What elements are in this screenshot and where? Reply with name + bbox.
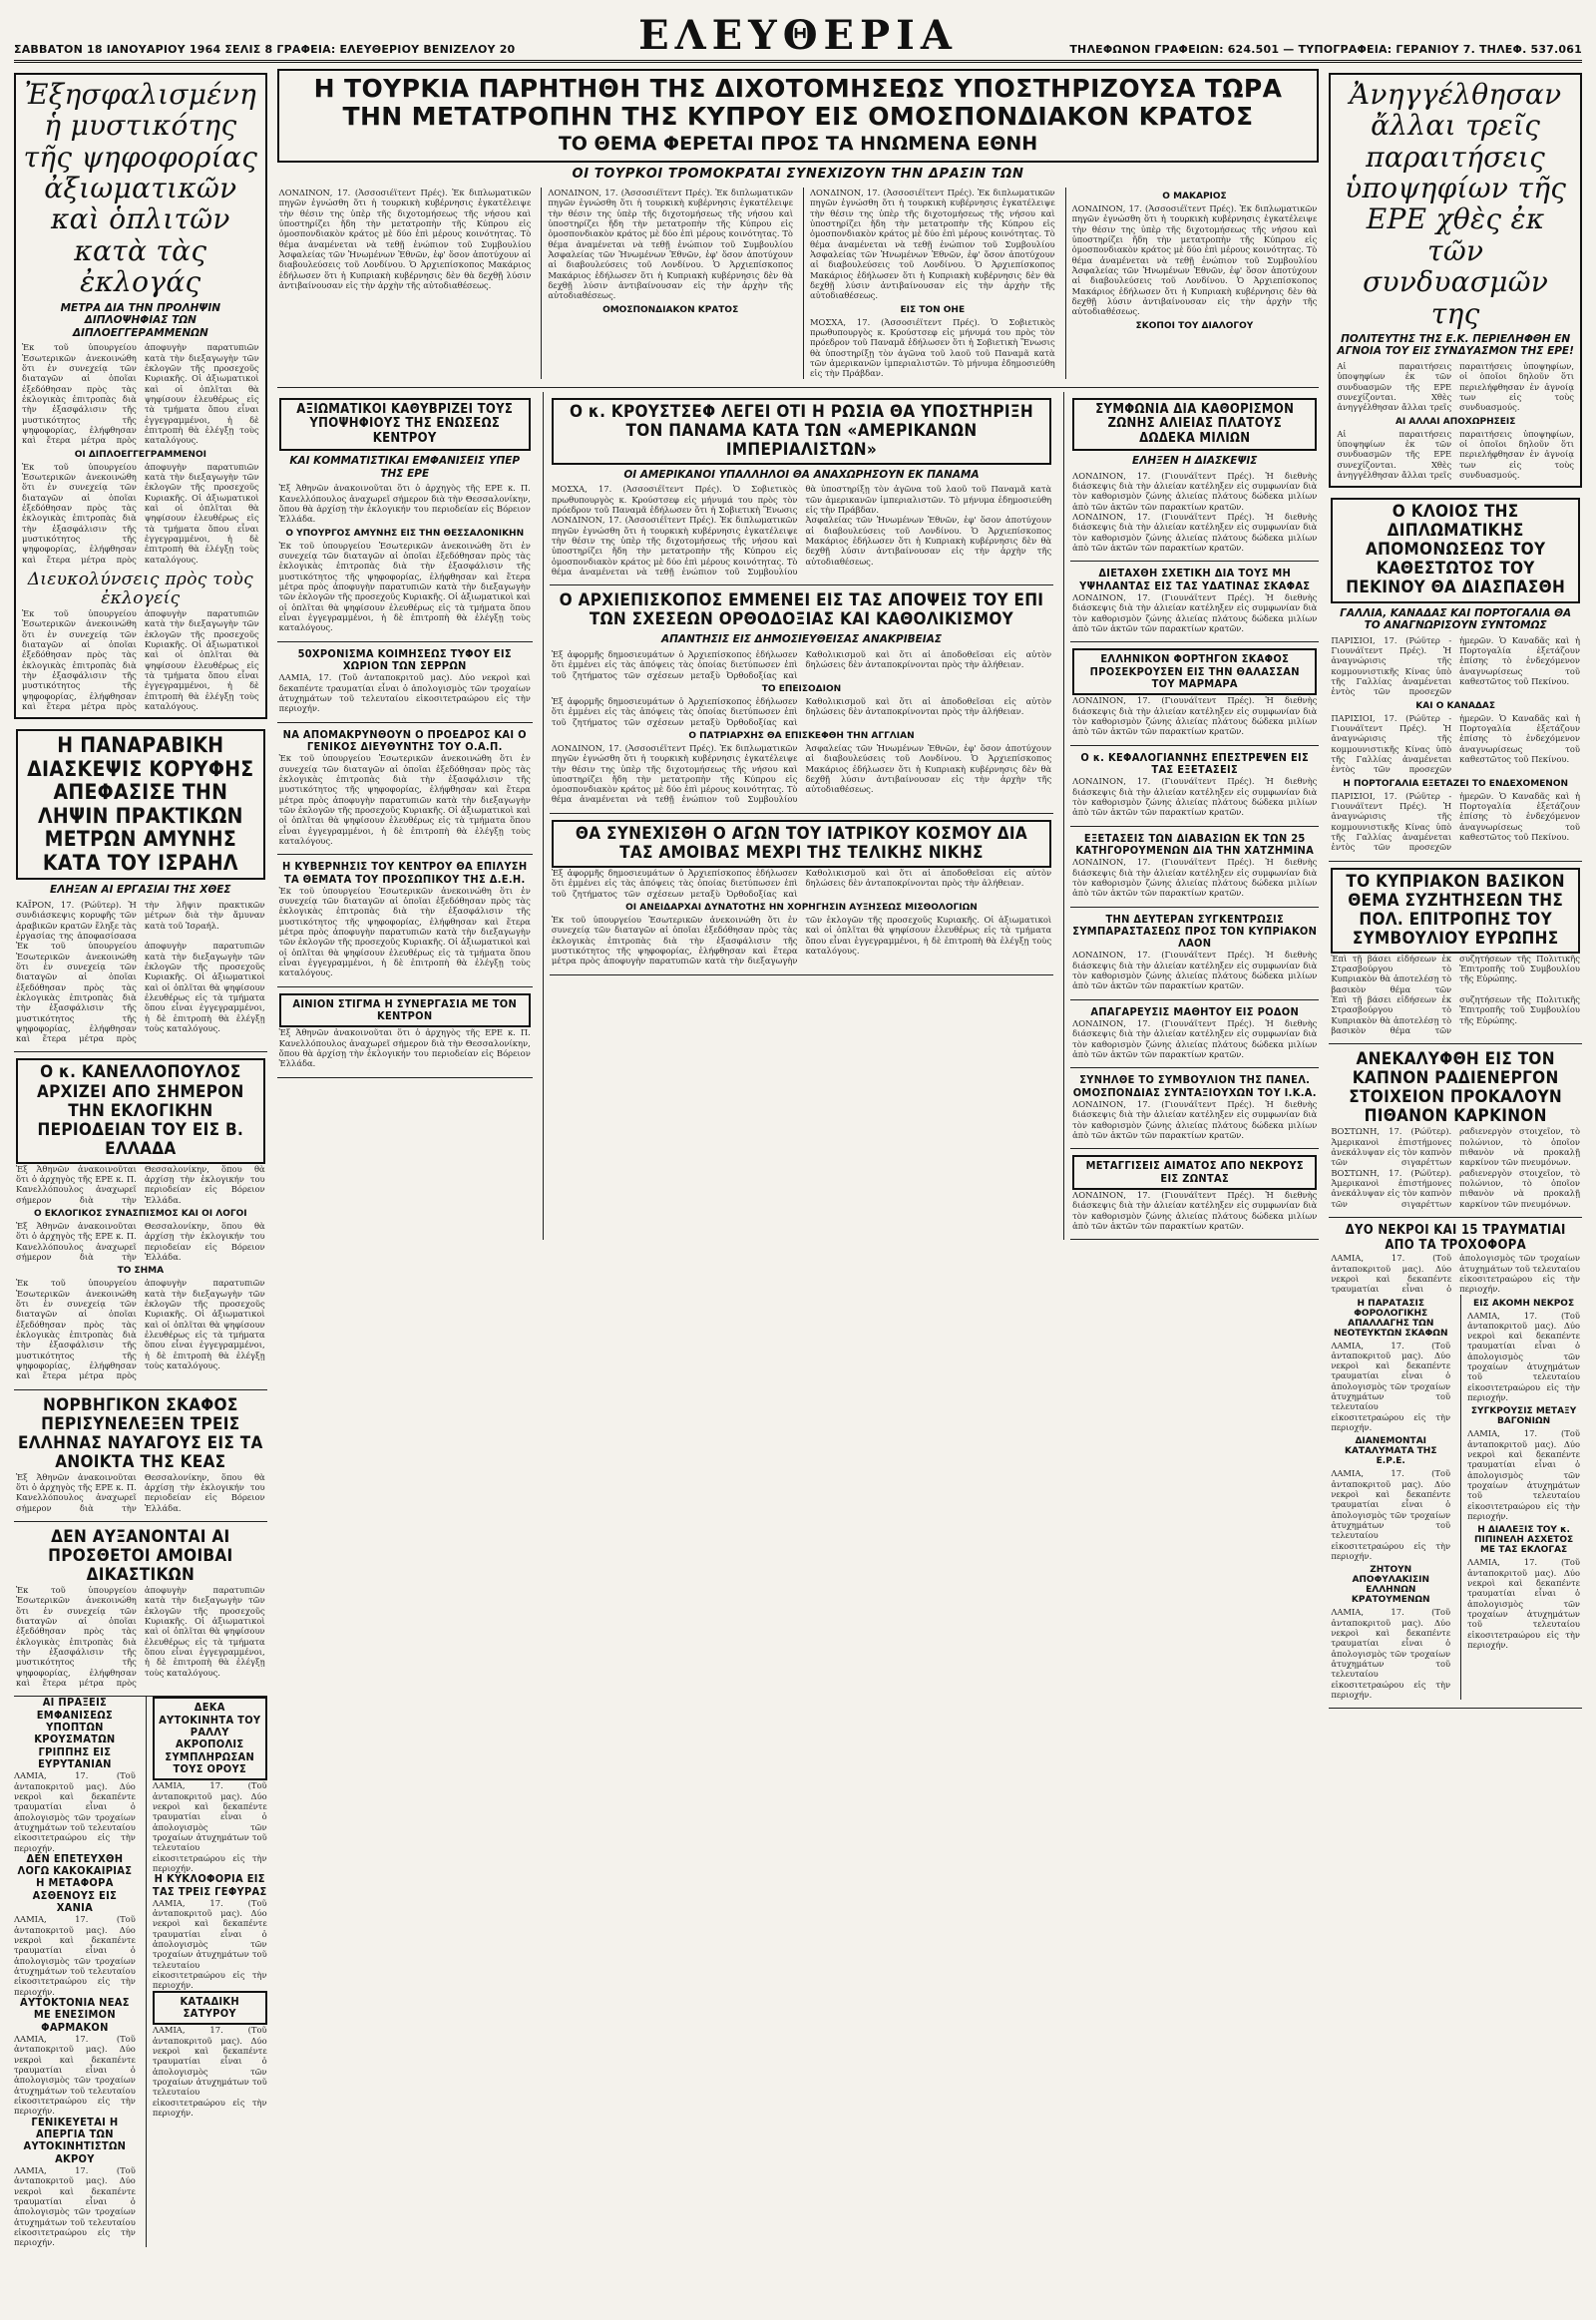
article-body: Ἐκ τοῦ ὑπουργείου Ἐσωτερικῶν ἀνεκοινώθη ὅτι ἐν συνεχείᾳ τῶν διαταγῶν αἱ ὁποῖαι ἐξεδόθησαν πρὸς τὰς ἐκλογικὰς ἐπιτροπὰς διὰ τὴν ἐξασφάλισιν τῆς μυστικότητος τῆς ψηφοφορίας, ἐλήφθησαν καὶ ἕτερα μέτρα πρὸς ἀποφυγὴν παρατυπιῶν κατὰ τὴν διεξαγωγὴν τῶν ἐκλογῶν τῆς προσεχοῦς Κυριακῆς. Οἱ ἀξιωματικοὶ καὶ οἱ ὁπλῖται θὰ ψηφίσουν ἐλευθέρως εἰς τὰ τμήματα ὅπου εἶναι ἐγγεγραμμένοι, ἡ δὲ ἐπιτροπὴ θὰ ἐλέγξῃ τοὺς καταλόγους. <box>16 1278 265 1381</box>
section-head: ΖΗΤΟΥΝ ΑΠΟΦΥΛΑΚΙΣΙΝ ΕΛΛΗΝΩΝ ΚΡΑΤΟΥΜΕΝΩΝ <box>1351 1565 1430 1606</box>
article-body: Ἐκ τοῦ ὑπουργείου Ἐσωτερικῶν ἀνεκοινώθη ὅτι ἐν συνεχείᾳ τῶν διαταγῶν αἱ ὁποῖαι ἐξεδόθησαν πρὸς τὰς ἐκλογικὰς ἐπιτροπὰς διὰ τὴν ἐξασφάλισιν τῆς μυστικότητος τῆς ψηφοφορίας, ἐλήφθησαν καὶ ἕτερα μέτρα πρὸς ἀποφυγὴν παρατυπιῶν κατὰ τὴν διεξαγωγὴν τῶν ἐκλογῶν τῆς προσεχοῦς Κυριακῆς. Οἱ ἀξιωματικοὶ καὶ οἱ ὁπλῖται θὰ ψηφίσουν ἐλευθέρως εἰς τὰ τμήματα ὅπου εἶναι ἐγγεγραμμένοι, ἡ δὲ ἐπιτροπὴ θὰ ἐλέγξῃ τοὺς καταλόγους. <box>22 342 259 446</box>
subheadline: ΕΛΗΞΑΝ ΑΙ ΕΡΓΑΣΙΑΙ ΤΗΣ ΧΘΕΣ <box>50 884 231 897</box>
article-voting-secrecy <box>14 73 267 719</box>
section-head: ΕΙΣ ΤΟΝ ΟΗΕ <box>900 304 966 315</box>
section-head: ΟΙ ΑΝΕΙΔΑΡΧΑΙ ΔΥΝΑΤΟΤΗΣ ΗΝ ΧΟΡΗΓΗΣΙΝ ΑΥΞΗΣΕΩΣ ΜΙΣΘΟΛΟΓΙΩΝ <box>625 902 978 913</box>
masthead-date: ΣΑΒΒΑΤΟΝ 18 ΙΑΝΟΥΑΡΙΟΥ 1964 ΣΕΛΙΣ 8 ΓΡΑΦΕΙΑ: ΕΛΕΥΘΕΡΙΟΥ ΒΕΝΙΖΕΛΟΥ 20 <box>14 43 516 56</box>
section-head: Ο ΠΑΤΡΙΑΡΧΗΣ ΘΑ ΕΠΙΣΚΕΦΘΗ ΤΗΝ ΑΓΓΛΙΑΝ <box>688 730 915 741</box>
subheadline: ΟΙ ΑΜΕΡΙΚΑΝΟΙ ΥΠΑΛΛΗΛΟΙ ΘΑ ΑΝΑΧΩΡΗΣΟΥΝ ΕΚ ΠΑΝΑΜΑ <box>623 468 980 481</box>
brief-body: ΛΑΜΙΑ, 17. (Τοῦ ἀνταποκριτοῦ μας). Δύο νεκροὶ καὶ δεκαπέντε τραυματίαι εἶναι ὁ ἀπολογισμὸς τῶν τροχαίων ἀτυχημάτων τοῦ τελευταίου εἰκοσιτετραώρου εἰς τὴν περιοχήν. <box>14 1770 136 1853</box>
article-body: Ἐξ Ἀθηνῶν ἀνακοινοῦται ὅτι ὁ ἀρχηγὸς τῆς ΕΡΕ κ. Π. Κανελλόπουλος ἀναχωρεῖ σήμερον διὰ τὴν Θεσσαλονίκην, ὅπου θὰ ἀρχίσῃ τὴν ἐκλογικήν του περιοδείαν εἰς Βόρειον Ἑλλάδα. <box>16 1471 265 1513</box>
article-body: ΛΟΝΔΙΝΟΝ, 17. (Γιουνάϊτεντ Πρές). Ἡ διεθνὴς διάσκεψις διὰ τὴν ἁλιείαν κατέληξεν εἰς συμφωνίαν διὰ τὸν καθορισμὸν ζώνης ἁλιείας πλάτους δώδεκα μιλίων ἀπὸ τῶν ἀκτῶν τῶν παρακτίων κρατῶν. <box>1072 695 1318 737</box>
article-doctors <box>550 814 1053 975</box>
article-body: ΛΟΝΔΙΝΟΝ, 17. (Ἀσσοσιέϊτεντ Πρές). Ἐκ διπλωματικῶν πηγῶν ἐγνώσθη ὅτι ἡ τουρκικὴ κυβέρνησις ἐγκατέλειψε τὴν θέσιν της ὑπὲρ τῆς διχοτομήσεως τῆς νήσου καὶ ὑποστηρίζει ἤδη τὴν μετατροπὴν τῆς Κύπρου εἰς ὁμοσπονδιακὸν κράτος μὲ δύο ἐπὶ μέρους κοινότητας. Τὸ θέμα ἀναμένεται νὰ τεθῇ ἐνώπιον τοῦ Συμβουλίου Ἀσφαλείας τῶν Ἡνωμένων Ἐθνῶν, ἐφ' ὅσον ἀποτύχουν αἱ διαβουλεύσεις τοῦ Λονδίνου. Ὁ Ἀρχιεπίσκοπος Μακάριος ἐδήλωσεν ὅτι ἡ Κυπριακὴ κυβέρνησις δὲν θὰ δεχθῇ λύσιν ἀντιβαίνουσαν εἰς τὴν ἀρχὴν τῆς αὐτοδιαθέσεως. <box>551 742 1052 805</box>
headline: ΔΥΟ ΝΕΚΡΟΙ ΚΑΙ 15 ΤΡΑΥΜΑΤΙΑΙ ΑΠΟ ΤΑ ΤΡΟΧΟΦΟΡΑ <box>1345 1223 1566 1253</box>
masthead-phones: ΤΗΛΕΦΩΝΟΝ ΓΡΑΦΕΙΩΝ: 624.501 — ΤΥΠΟΓΡΑΦΕΙΑ: ΓΕΡΑΝΙΟΥ 7. ΤΗΛΕΦ. 537.061 <box>1069 43 1582 56</box>
center-col-a <box>277 392 533 1241</box>
article-water <box>1070 562 1319 642</box>
article-judges-pay <box>14 1522 267 1697</box>
article-body: ΛΟΝΔΙΝΟΝ, 17. (Ἀσσοσιέϊτεντ Πρές). Ἐκ διπλωματικῶν πηγῶν ἐγνώσθη ὅτι ἡ τουρκικὴ κυβέρνησις ἐγκατέλειψε τὴν θέσιν της ὑπὲρ τῆς διχοτομήσεως τῆς νήσου καὶ ὑποστηρίζει ἤδη τὴν μετατροπὴν τῆς Κύπρου εἰς ὁμοσπονδιακὸν κράτος μὲ δύο ἐπὶ μέρους κοινότητας. Τὸ θέμα ἀναμένεται νὰ τεθῇ ἐνώπιον τοῦ Συμβουλίου Ἀσφαλείας τῶν Ἡνωμένων Ἐθνῶν, ἐφ' ὅσον ἀποτύχουν αἱ διαβουλεύσεις τοῦ Λονδίνου. Ὁ Ἀρχιεπίσκοπος Μακάριος ἐδήλωσεν ὅτι ἡ Κυπριακὴ κυβέρνησις δὲν θὰ δεχθῇ λύσιν ἀντιβαίνουσαν εἰς τὴν ἀρχὴν τῆς αὐτοδιαθέσεως. <box>809 188 1055 301</box>
brief-body: ΛΑΜΙΑ, 17. (Τοῦ ἀνταποκριτοῦ μας). Δύο νεκροὶ καὶ δεκαπέντε τραυματίαι εἶναι ὁ ἀπολογισμὸς τῶν τροχαίων ἀτυχημάτων τοῦ τελευταίου εἰκοσιτετραώρου εἰς τὴν περιοχήν. <box>152 1780 267 1873</box>
article-body: Ἐξ ἀφορμῆς δημοσιευμάτων ὁ Ἀρχιεπίσκοπος ἐδήλωσεν ὅτι ἐμμένει εἰς τὰς ἀπόψεις τὰς ὁποίας διετύπωσεν ἐπὶ τοῦ ζητήματος τῶν σχέσεων μεταξὺ Ὀρθοδοξίας καὶ Καθολικισμοῦ καὶ ὅτι αἱ ἀποδοθεῖσαι εἰς αὐτὸν δηλώσεις δὲν ἀνταποκρίνονται πρὸς τὴν ἀλήθειαν. <box>551 695 1052 727</box>
article-body: ΛΑΜΙΑ, 17. (Τοῦ ἀνταποκριτοῦ μας). Δύο νεκροὶ καὶ δεκαπέντε τραυματίαι εἶναι ὁ ἀπολογισμὸς τῶν τροχαίων ἀτυχημάτων τοῦ τελευταίου εἰκοσιτετραώρου εἰς τὴν περιοχήν. <box>1331 1607 1451 1701</box>
section-head: Η ΠΑΡΑΤΑΣΙΣ ΦΟΡΟΛΟΓΙΚΗΣ ΑΠΑΛΛΑΓΗΣ ΤΩΝ ΝΕΟΤΕΥΚΤΩΝ ΣΚΑΦΩΝ <box>1333 1298 1448 1339</box>
article-norwegian-ship <box>14 1390 267 1522</box>
section-head: ΕΙΣ ΑΚΟΜΗ ΝΕΚΡΟΣ <box>1473 1298 1575 1309</box>
left-column <box>14 69 267 2247</box>
article-body: ΛΟΝΔΙΝΟΝ, 17. (Γιουνάϊτεντ Πρές). Ἡ διεθνὴς διάσκεψις διὰ τὴν ἁλιείαν κατέληξεν εἰς συμφωνίαν διὰ τὸν καθορισμὸν ζώνης ἁλιείας πλάτους δώδεκα μιλίων ἀπὸ τῶν ἀκτῶν τῶν παρακτίων κρατῶν. <box>1072 1099 1318 1140</box>
section-head: Ο ΜΑΚΑΡΙΟΣ <box>1162 192 1227 201</box>
headline: Ο κ. ΚΡΟΥΣΤΣΕΦ ΛΕΓΕΙ ΟΤΙ Η ΡΩΣΙΑ ΘΑ ΥΠΟΣΤΗΡΙΞΗ ΤΟΝ ΠΑΝΑΜΑ ΚΑΤΑ ΤΩΝ «ΑΜΕΡΙΚΑΝΩΝ ΙΜΠΕΡΙΑΛΙΣΤΩΝ» <box>552 398 1051 465</box>
article-body: ΛΟΝΔΙΝΟΝ, 17. (Γιουνάϊτεντ Πρές). Ἡ διεθνὴς διάσκεψις διὰ τὴν ἁλιείαν κατέληξεν εἰς συμφωνίαν διὰ τὸν καθορισμὸν ζώνης ἁλιείας πλάτους δώδεκα μιλίων ἀπὸ τῶν ἀκτῶν τῶν παρακτίων κρατῶν. <box>1072 470 1318 512</box>
article-body: ΒΟΣΤΩΝΗ, 17. (Ρώϋτερ). Ἀμερικανοὶ ἐπιστήμονες ἀνεκάλυψαν εἰς τὸν καπνὸν τῶν σιγαρέττων ραδιενεργὸν στοιχεῖον, τὸ πολώνιον, τὸ ὁποῖον πιθανὸν νὰ προκαλῇ καρκίνον τῶν πνευμόνων. <box>1331 1126 1580 1168</box>
section-head: ΑΙ ΑΛΛΑΙ ΑΠΟΧΩΡΗΣΕΙΣ <box>1395 416 1516 427</box>
article-body: Ἐξ Ἀθηνῶν ἀνακοινοῦται ὅτι ὁ ἀρχηγὸς τῆς ΕΡΕ κ. Π. Κανελλόπουλος ἀναχωρεῖ σήμερον διὰ τὴν Θεσσαλονίκην, ὅπου θὰ ἀρχίσῃ τὴν ἐκλογικήν του περιοδείαν εἰς Βόρειον Ἑλλάδα. <box>278 1027 531 1069</box>
subheadline: ΚΑΙ ΚΟΜΜΑΤΙΣΤΙΚΑΙ ΕΜΦΑΝΙΣΕΙΣ ΥΠΕΡ ΤΗΣ ΕΡΕ <box>289 455 521 480</box>
article-body: ΛΟΝΔΙΝΟΝ, 17. (Ἀσσοσιέϊτεντ Πρές). Ἐκ διπλωματικῶν πηγῶν ἐγνώσθη ὅτι ἡ τουρκικὴ κυβέρνησις ἐγκατέλειψε τὴν θέσιν της ὑπὲρ τῆς διχοτομήσεως τῆς νήσου καὶ ὑποστηρίζει ἤδη τὴν μετατροπὴν τῆς Κύπρου εἰς ὁμοσπονδιακὸν κράτος μὲ δύο ἐπὶ μέρους κοινότητας. Τὸ θέμα ἀναμένεται νὰ τεθῇ ἐνώπιον τοῦ Συμβουλίου Ἀσφαλείας τῶν Ἡνωμένων Ἐθνῶν, ἐφ' ὅσον ἀποτύχουν αἱ διαβουλεύσεις τοῦ Λονδίνου. Ὁ Ἀρχιεπίσκοπος Μακάριος ἐδήλωσεν ὅτι ἡ Κυπριακὴ κυβέρνησις δὲν θὰ δεχθῇ λύσιν ἀντιβαίνουσαν εἰς τὴν ἀρχὴν τῆς αὐτοδιαθέσεως. <box>1071 203 1318 317</box>
newspaper-title: ΕΛΕΥΘΕΡΙΑ <box>638 12 958 59</box>
section-head: ΤΟ ΕΠΕΙΣΟΔΙΟΝ <box>761 683 842 694</box>
brief-headline: ΔΕΝ ΕΠΕΤΕΥΧΘΗ ΛΟΓΩ ΚΑΚΟΚΑΙΡΙΑΣ Η ΜΕΤΑΦΟΡΑ ΑΣΘΕΝΟΥΣ ΕΙΣ ΧΑΝΙΑ <box>17 1851 133 1915</box>
article-body: Αἱ παραιτήσεις ὑποψηφίων ἐκ τῶν συνδυασμῶν τῆς ΕΡΕ συνεχίζονται. Χθὲς ἀνηγγέλθησαν ἄλλαι τρεῖς παραιτήσεις ὑποψηφίων, οἱ ὁποῖοι δηλοῦν ὅτι περιελήφθησαν ἐν ἀγνοίᾳ των εἰς τοὺς συνδυασμούς. <box>1337 361 1574 413</box>
article-body: ΜΟΣΧΑ, 17. (Ἀσσοσιέϊτεντ Πρές). Ὁ Σοβιετικὸς πρωθυπουργὸς κ. Κρούστσεφ εἰς μήνυμά του πρὸς τὸν πρόεδρον τοῦ Παναμᾶ ἐδήλωσεν ὅτι ἡ Σοβιετικὴ Ἕνωσις θὰ ὑποστηρίξῃ τὸν ἀγῶνα τοῦ λαοῦ τοῦ Παναμᾶ κατὰ τῶν ἀμερικανῶν ἰμπεριαλιστῶν. Τὸ μήνυμα ἐδημοσιεύθη εἰς τὴν Πράβδαν. <box>551 484 1052 515</box>
section-head: ΟΜΟΣΠΟΝΔΙΑΚΟΝ ΚΡΑΤΟΣ <box>602 304 739 315</box>
article-body: ΚΑΪΡΟΝ, 17. (Ρώϋτερ). Ἡ συνδιάσκεψις κορυφῆς τῶν ἀραβικῶν κρατῶν ἔληξε τὰς ἐργασίας της ἀποφασίσασα τὴν λῆψιν πρακτικῶν μέτρων διὰ τὴν ἄμυναν κατὰ τοῦ Ἰσραήλ. <box>16 899 265 941</box>
article-turkey-cyprus <box>277 186 1320 388</box>
headline: Διευκολύνσεις πρὸς τοὺς ἐκλογείς <box>27 569 253 608</box>
brief-body: ΛΑΜΙΑ, 17. (Τοῦ ἀνταποκριτοῦ μας). Δύο νεκροὶ καὶ δεκαπέντε τραυματίαι εἶναι ὁ ἀπολογισμὸς τῶν τροχαίων ἀτυχημάτων τοῦ τελευταίου εἰκοσιτετραώρου εἰς τὴν περιοχήν. <box>14 2164 136 2248</box>
headline: 50ΧΡΟΝΙΣΜΑ ΚΟΙΜΗΣΕΩΣ ΤΥΦΟΥ ΕΙΣ ΧΩΡΙΟΝ ΤΩΝ ΣΕΡΡΩΝ <box>297 646 512 672</box>
article-blood <box>1070 1149 1319 1240</box>
headline: ΝΑ ΑΠΟΜΑΚΡΥΝΘΟΥΝ Ο ΠΡΟΕΔΡΟΣ ΚΑΙ Ο ΓΕΝΙΚΟΣ ΔΙΕΥΘΥΝΤΗΣ ΤΟΥ Ο.Α.Π. <box>282 727 527 753</box>
article-body: ΛΑΜΙΑ, 17. (Τοῦ ἀνταποκριτοῦ μας). Δύο νεκροὶ καὶ δεκαπέντε τραυματίαι εἶναι ὁ ἀπολογισμὸς τῶν τροχαίων ἀτυχημάτων τοῦ τελευταίου εἰκοσιτετραώρου εἰς τὴν περιοχήν. <box>1467 1557 1580 1651</box>
article-body: ΒΟΣΤΩΝΗ, 17. (Ρώϋτερ). Ἀμερικανοὶ ἐπιστήμονες ἀνεκάλυψαν εἰς τὸν καπνὸν τῶν σιγαρέττων ραδιενεργὸν στοιχεῖον, τὸ πολώνιον, τὸ ὁποῖον πιθανὸν νὰ προκαλῇ καρκίνον τῶν πνευμόνων. <box>1331 1167 1580 1209</box>
article-fishing-zone <box>1070 392 1319 563</box>
article-body: ΛΑΜΙΑ, 17. (Τοῦ ἀνταποκριτοῦ μας). Δύο νεκροὶ καὶ δεκαπέντε τραυματίαι εἶναι ὁ ἀπολογισμὸς τῶν τροχαίων ἀτυχημάτων τοῦ τελευταίου εἰκοσιτετραώρου εἰς τὴν περιοχήν. <box>1331 1468 1451 1562</box>
newspaper-page <box>14 12 1582 2296</box>
article-col <box>541 188 793 379</box>
headline: ΤΟ ΚΥΠΡΙΑΚΟΝ ΒΑΣΙΚΟΝ ΘΕΜΑ ΣΥΖΗΤΗΣΕΩΝ ΤΗΣ ΠΟΛ. ΕΠΙΤΡΟΠΗΣ ΤΟΥ ΣΥΜΒΟΥΛΙΟΥ ΕΥΡΩΠΗΣ <box>1331 868 1580 954</box>
main-subheadline: ΤΟ ΘΕΜΑ ΦΕΡΕΤΑΙ ΠΡΟΣ ΤΑ ΗΝΩΜΕΝΑ ΕΘΝΗ <box>277 131 1320 163</box>
article-exams <box>1070 827 1319 908</box>
article-traffic <box>1329 1218 1582 1709</box>
article-body: ΠΑΡΙΣΙΟΙ, 17. (Ρώϋτερ - Γιουνάϊτεντ Πρές). Ἡ ἀναγνώρισις τῆς κομμουνιστικῆς Κίνας ὑπὸ τῆς Γαλλίας ἀναμένεται ἐντὸς τῶν προσεχῶν ἡμερῶν. Ὁ Καναδᾶς καὶ ἡ Πορτογαλία ἐξετάζουν ἐπίσης τὸ ἐνδεχόμενον ἀναγνωρίσεως τοῦ καθεστῶτος τοῦ Πεκίνου. <box>1331 790 1580 853</box>
article-body: Ἐκ τοῦ ὑπουργείου Ἐσωτερικῶν ἀνεκοινώθη ὅτι ἐν συνεχείᾳ τῶν διαταγῶν αἱ ὁποῖαι ἐξεδόθησαν πρὸς τὰς ἐκλογικὰς ἐπιτροπὰς διὰ τὴν ἐξασφάλισιν τῆς μυστικότητος τῆς ψηφοφορίας, ἐλήφθησαν καὶ ἕτερα μέτρα πρὸς ἀποφυγὴν παρατυπιῶν κατὰ τὴν διεξαγωγὴν τῶν ἐκλογῶν τῆς προσεχοῦς Κυριακῆς. Οἱ ἀξιωματικοὶ καὶ οἱ ὁπλῖται θὰ ψηφίσουν ἐλευθέρως εἰς τὰ τμήματα ὅπου εἶναι ἐγγεγραμμένοι, ἡ δὲ ἐπιτροπὴ θὰ ἐλέγξῃ τοὺς καταλόγους. <box>16 1585 265 1689</box>
headline: Ἀνηγγέλθησαν ἄλλαι τρεῖς παραιτήσεις ὑποψηφίων τῆς ΕΡΕ χθὲς ἐκ τῶν συνδυασμῶν της <box>1345 78 1567 330</box>
article-rhodes <box>1070 1000 1319 1069</box>
headline: Ο ΚΛΟΙΟΣ ΤΗΣ ΔΙΠΛΩΜΑΤΙΚΗΣ ΑΠΟΜΟΝΩΣΕΩΣ ΤΟΥ ΚΑΘΕΣΤΩΤΟΣ ΤΟΥ ΠΕΚΙΝΟΥ ΘΑ ΔΙΑΣΠΑΣΘΗ <box>1331 498 1580 602</box>
article-archbishop <box>550 585 1053 814</box>
article-body: Ἐκ τοῦ ὑπουργείου Ἐσωτερικῶν ἀνεκοινώθη ὅτι ἐν συνεχείᾳ τῶν διαταγῶν αἱ ὁποῖαι ἐξεδόθησαν πρὸς τὰς ἐκλογικὰς ἐπιτροπὰς διὰ τὴν ἐξασφάλισιν τῆς μυστικότητος τῆς ψηφοφορίας, ἐλήφθησαν καὶ ἕτερα μέτρα πρὸς ἀποφυγὴν παρατυπιῶν κατὰ τὴν διεξαγωγὴν τῶν ἐκλογῶν τῆς προσεχοῦς Κυριακῆς. Οἱ ἀξιωματικοὶ καὶ οἱ ὁπλῖται θὰ ψηφίσουν ἐλευθέρως εἰς τὰ τμήματα ὅπου εἶναι ἐγγεγραμμένοι, ἡ δὲ ἐπιτροπὴ θὰ ἐλέγξῃ τοὺς καταλόγους. <box>22 607 259 711</box>
article-body: ΛΟΝΔΙΝΟΝ, 17. (Ἀσσοσιέϊτεντ Πρές). Ἐκ διπλωματικῶν πηγῶν ἐγνώσθη ὅτι ἡ τουρκικὴ κυβέρνησις ἐγκατέλειψε τὴν θέσιν της ὑπὲρ τῆς διχοτομήσεως τῆς νήσου καὶ ὑποστηρίζει ἤδη τὴν μετατροπὴν τῆς Κύπρου εἰς ὁμοσπονδιακὸν κράτος μὲ δύο ἐπὶ μέρους κοινότητας. Τὸ θέμα ἀναμένεται νὰ τεθῇ ἐνώπιον τοῦ Συμβουλίου Ἀσφαλείας τῶν Ἡνωμένων Ἐθνῶν, ἐφ' ὅσον ἀποτύχουν αἱ διαβουλεύσεις τοῦ Λονδίνου. Ὁ Ἀρχιεπίσκοπος Μακάριος ἐδήλωσεν ὅτι ἡ Κυπριακὴ κυβέρνησις δὲν θὰ δεχθῇ λύσιν ἀντιβαίνουσαν εἰς τὴν ἀρχὴν τῆς αὐτοδιαθέσεως. <box>278 188 532 290</box>
article-body: Αἱ παραιτήσεις ὑποψηφίων ἐκ τῶν συνδυασμῶν τῆς ΕΡΕ συνεχίζονται. Χθὲς ἀνηγγέλθησαν ἄλλαι τρεῖς παραιτήσεις ὑποψηφίων, οἱ ὁποῖοι δηλοῦν ὅτι περιελήφθησαν ἐν ἀγνοίᾳ των εἰς τοὺς συνδυασμούς. <box>1337 428 1574 481</box>
article-body: Ἐξ Ἀθηνῶν ἀνακοινοῦται ὅτι ὁ ἀρχηγὸς τῆς ΕΡΕ κ. Π. Κανελλόπουλος ἀναχωρεῖ σήμερον διὰ τὴν Θεσσαλονίκην, ὅπου θὰ ἀρχίσῃ τὴν ἐκλογικήν του περιοδείαν εἰς Βόρειον Ἑλλάδα. <box>16 1163 265 1205</box>
article-body: ΛΟΝΔΙΝΟΝ, 17. (Γιουνάϊτεντ Πρές). Ἡ διεθνὴς διάσκεψις διὰ τὴν ἁλιείαν κατέληξεν εἰς συμφωνίαν διὰ τὸν καθορισμὸν ζώνης ἁλιείας πλάτους δώδεκα μιλίων ἀπὸ τῶν ἀκτῶν τῶν παρακτίων κρατῶν. <box>1072 592 1318 634</box>
headline: ΣΥΜΦΩΝΙΑ ΔΙΑ ΚΑΘΟΡΙΣΜΟΝ ΖΩΝΗΣ ΑΛΙΕΙΑΣ ΠΛΑΤΟΥΣ ΔΩΔΕΚΑ ΜΙΛΙΩΝ <box>1072 398 1317 452</box>
brief-headline: ΑΙ ΠΡΑΞΕΙΣ ΕΜΦΑΝΙΣΕΩΣ ΥΠΟΠΤΩΝ ΚΡΟΥΣΜΑΤΩΝ ΓΡΙΠΠΗΣ ΕΙΣ ΕΥΡΥΤΑΝΙΑΝ <box>34 1696 116 1770</box>
article-body: ΠΑΡΙΣΙΟΙ, 17. (Ρώϋτερ - Γιουνάϊτεντ Πρές). Ἡ ἀναγνώρισις τῆς κομμουνιστικῆς Κίνας ὑπὸ τῆς Γαλλίας ἀναμένεται ἐντὸς τῶν προσεχῶν ἡμερῶν. Ὁ Καναδᾶς καὶ ἡ Πορτογαλία ἐξετάζουν ἐπίσης τὸ ἐνδεχόμενον ἀναγνωρίσεως τοῦ καθεστῶτος τοῦ Πεκίνου. <box>1331 712 1580 775</box>
section-head: Ο ΥΠΟΥΡΓΟΣ ΑΜΥΝΗΣ ΕΙΣ ΤΗΝ ΘΕΣΣΑΛΟΝΙΚΗΝ <box>285 528 525 539</box>
article-col <box>1065 188 1318 379</box>
headline: ΘΑ ΣΥΝΕΧΙΣΘΗ Ο ΑΓΩΝ ΤΟΥ ΙΑΤΡΙΚΟΥ ΚΟΣΜΟΥ ΔΙΑ ΤΑΣ ΑΜΟΙΒΑΣ ΜΕΧΡΙ ΤΗΣ ΤΕΛΙΚΗΣ ΝΙΚΗΣ <box>552 820 1051 868</box>
article-arab-summit <box>14 723 267 1052</box>
article-typhus <box>277 642 533 723</box>
section-head: ΟΙ ΔΙΠΛΟΕΓΓΕΓΡΑΜΜΕΝΟΙ <box>74 449 206 460</box>
headline: ΕΛΛΗΝΙΚΟΝ ΦΟΡΤΗΓΟΝ ΣΚΑΦΟΣ ΠΡΟΣΕΚΡΟΥΣΕΝ ΕΙΣ ΤΗΝ ΘΑΛΑΣΣΑΝ ΤΟΥ ΜΑΡΜΑΡΑ <box>1072 648 1317 695</box>
brief-column <box>14 1697 136 2247</box>
section-head: Η ΠΟΡΤΟΓΑΛΙΑ ΕΞΕΤΑΖΕΙ ΤΟ ΕΝΔΕΧΟΜΕΝΟΝ <box>1343 778 1569 789</box>
section-head: ΤΟ ΣΗΜΑ <box>117 1266 165 1277</box>
article-ika <box>1070 1068 1319 1149</box>
article-body: Ἐκ τοῦ ὑπουργείου Ἐσωτερικῶν ἀνεκοινώθη ὅτι ἐν συνεχείᾳ τῶν διαταγῶν αἱ ὁποῖαι ἐξεδόθησαν πρὸς τὰς ἐκλογικὰς ἐπιτροπὰς διὰ τὴν ἐξασφάλισιν τῆς μυστικότητος τῆς ψηφοφορίας, ἐλήφθησαν καὶ ἕτερα μέτρα πρὸς ἀποφυγὴν παρατυπιῶν κατὰ τὴν διεξαγωγὴν τῶν ἐκλογῶν τῆς προσεχοῦς Κυριακῆς. Οἱ ἀξιωματικοὶ καὶ οἱ ὁπλῖται θὰ ψηφίσουν ἐλευθέρως εἰς τὰ τμήματα ὅπου εἶναι ἐγγεγραμμένοι, ἡ δὲ ἐπιτροπὴ θὰ ἐλέγξῃ τοὺς καταλόγους. <box>22 461 259 565</box>
headline: ΔΙΕΤΑΧΘΗ ΣΧΕΤΙΚΗ ΔΙΑ ΤΟΥΣ ΜΗ ΥΨΗΛΑΝΤΑΣ ΕΙΣ ΤΑΣ ΥΔΑΤΙΝΑΣ ΣΚΑΦΑΣ <box>1079 567 1311 592</box>
center-section <box>277 69 1320 2247</box>
brief-body: ΛΑΜΙΑ, 17. (Τοῦ ἀνταποκριτοῦ μας). Δύο νεκροὶ καὶ δεκαπέντε τραυματίαι εἶναι ὁ ἀπολογισμὸς τῶν τροχαίων ἀτυχημάτων τοῦ τελευταίου εἰκοσιτετραώρου εἰς τὴν περιοχήν. <box>14 1914 136 1997</box>
headline: Ἐξησφαλισμένη ἡ μυστικότης τῆς ψηφοφορίας ἀξιωματικῶν καὶ ὁπλιτῶν κατὰ τὰς ἐκλογάς <box>23 78 258 299</box>
subheadline: ΓΑΛΛΙΑ, ΚΑΝΑΔΑΣ ΚΑΙ ΠΟΡΤΟΓΑΛΙΑ ΘΑ ΤΟ ΑΝΑΓΝΩΡΙΣΟΥΝ ΣΥΝΤΟΜΩΣ <box>1340 606 1572 632</box>
center-col-c <box>1063 392 1319 1241</box>
headline: Η ΚΥΒΕΡΝΗΣΙΣ ΤΟΥ ΚΕΝΤΡΟΥ ΘΑ ΕΠΙΛΥΣΗ ΤΑ ΘΕΜΑΤΑ ΤΟΥ ΠΡΟΣΩΠΙΚΟΥ ΤΗΣ Δ.Ε.Η. <box>282 860 528 886</box>
article-kefalogiannis <box>1070 746 1319 827</box>
subheadline: ΜΕΤΡΑ ΔΙΑ ΤΗΝ ΠΡΟΛΗΨΙΝ ΔΙΠΛΟΨΗΦΙΑΣ ΤΩΝ ΔΙΠΛΟΕΓΓΕΡΑΜΜΕΝΩΝ <box>60 301 221 339</box>
article-body: Ἐξ Ἀθηνῶν ἀνακοινοῦται ὅτι ὁ ἀρχηγὸς τῆς ΕΡΕ κ. Π. Κανελλόπουλος ἀναχωρεῖ σήμερον διὰ τὴν Θεσσαλονίκην, ὅπου θὰ ἀρχίσῃ τὴν ἐκλογικήν του περιοδείαν εἰς Βόρειον Ἑλλάδα. <box>278 483 531 525</box>
article-tobacco <box>1329 1044 1582 1218</box>
brief-column <box>146 1697 267 2247</box>
headline: Ο ΑΡΧΙΕΠΙΣΚΟΠΟΣ ΕΜΜΕΝΕΙ ΕΙΣ ΤΑΣ ΑΠΟΨΕΙΣ ΤΟΥ ΕΠΙ ΤΩΝ ΣΧΕΣΕΩΝ ΟΡΘΟΔΟΞΙΑΣ ΚΑΙ ΚΑΘΟΛΙΚΙΣΜΟΥ <box>559 590 1044 630</box>
article-body: Ἐξ Ἀθηνῶν ἀνακοινοῦται ὅτι ὁ ἀρχηγὸς τῆς ΕΡΕ κ. Π. Κανελλόπουλος ἀναχωρεῖ σήμερον διὰ τὴν Θεσσαλονίκην, ὅπου θὰ ἀρχίσῃ τὴν ἐκλογικήν του περιοδείαν εἰς Βόρειον Ἑλλάδα. <box>16 1220 265 1262</box>
article-body: ΜΟΣΧΑ, 17. (Ἀσσοσιέϊτεντ Πρές). Ὁ Σοβιετικὸς πρωθυπουργὸς κ. Κρούστσεφ εἰς μήνυμά του πρὸς τὸν πρόεδρον τοῦ Παναμᾶ ἐδήλωσεν ὅτι ἡ Σοβιετικὴ Ἕνωσις θὰ ὑποστηρίξῃ τὸν ἀγῶνα τοῦ λαοῦ τοῦ Παναμᾶ κατὰ τῶν ἀμερικανῶν ἰμπεριαλιστῶν. Τὸ μήνυμα ἐδημοσιεύθη εἰς τὴν Πράβδαν. <box>809 316 1055 379</box>
headline: ΣΥΝΗΛΘΕ ΤΟ ΣΥΜΒΟΥΛΙΟΝ ΤΗΣ ΠΑΝΕΛ. ΟΜΟΣΠΟΝΔΙΑΣ ΣΥΝΤΑΞΙΟΥΧΩΝ ΤΟΥ Ι.Κ.Α. <box>1072 1073 1317 1099</box>
brief-headline: ΔΕΚΑ ΑΥΤΟΚΙΝΗΤΑ ΤΟΥ ΡΑΛΛΥ ΑΚΡΟΠΟΛΙΣ ΣΥΜΠΛΗΡΩΣΑΝ ΤΟΥΣ ΟΡΟΥΣ <box>153 1697 267 1780</box>
section-head: ΣΚΟΠΟΙ ΤΟΥ ΔΙΑΛΟΓΟΥ <box>1135 320 1254 331</box>
subheadline: ΕΛΗΞΕΝ Η ΔΙΑΣΚΕΨΙΣ <box>1132 455 1258 468</box>
subheadline: ΑΠΑΝΤΗΣΙΣ ΕΙΣ ΔΗΜΟΣΙΕΥΘΕΙΣΑΣ ΑΝΑΚΡΙΒΕΙΑΣ <box>660 633 942 646</box>
brief-body: ΛΑΜΙΑ, 17. (Τοῦ ἀνταποκριτοῦ μας). Δύο νεκροὶ καὶ δεκαπέντε τραυματίαι εἶναι ὁ ἀπολογισμὸς τῶν τροχαίων ἀτυχημάτων τοῦ τελευταίου εἰκοσιτετραώρου εἰς τὴν περιοχήν. <box>152 2025 267 2119</box>
article-cyprus-rally <box>1070 908 1319 1000</box>
headline: Η ΠΑΝΑΡΑΒΙΚΗ ΔΙΑΣΚΕΨΙΣ ΚΟΡΥΦΗΣ ΑΠΕΦΑΣΙΣΕ ΤΗΝ ΛΗΨΙΝ ΠΡΑΚΤΙΚΩΝ ΜΕΤΡΩΝ ΑΜΥΝΗΣ ΚΑΤΑ ΤΟΥ ΙΣΡΑΗΛ <box>16 729 265 880</box>
article-stigma <box>277 987 533 1078</box>
article-peking <box>1329 492 1582 861</box>
brief-column <box>1331 1295 1450 1701</box>
headline: ΑΝΕΚΑΛΥΦΘΗ ΕΙΣ ΤΟΝ ΚΑΠΝΟΝ ΡΑΔΙΕΝΕΡΓΟΝ ΣΤΟΙΧΕΙΟΝ ΠΡΟΚΑΛΟΥΝ ΠΙΘΑΝΟΝ ΚΑΡΚΙΝΟΝ <box>1349 1049 1563 1127</box>
center-col-b <box>543 392 1053 1241</box>
brief-headline: Η ΚΥΚΛΟΦΟΡΙΑ ΕΙΣ ΤΑΣ ΤΡΕΙΣ ΓΕΦΥΡΑΣ <box>152 1872 267 1898</box>
article-body: ΛΑΜΙΑ, 17. (Τοῦ ἀνταποκριτοῦ μας). Δύο νεκροὶ καὶ δεκαπέντε τραυματίαι εἶναι ὁ ἀπολογισμὸς τῶν τροχαίων ἀτυχημάτων τοῦ τελευταίου εἰκοσιτετραώρου εἰς τὴν περιοχήν. <box>1331 1253 1580 1295</box>
masthead <box>14 12 1582 63</box>
article-body: ΠΑΡΙΣΙΟΙ, 17. (Ρώϋτερ - Γιουνάϊτεντ Πρές). Ἡ ἀναγνώρισις τῆς κομμουνιστικῆς Κίνας ὑπὸ τῆς Γαλλίας ἀναμένεται ἐντὸς τῶν προσεχῶν ἡμερῶν. Ὁ Καναδᾶς καὶ ἡ Πορτογαλία ἐξετάζουν ἐπίσης τὸ ἐνδεχόμενον ἀναγνωρίσεως τοῦ καθεστῶτος τοῦ Πεκίνου. <box>1331 634 1580 697</box>
article-body: ΛΟΝΔΙΝΟΝ, 17. (Γιουνάϊτεντ Πρές). Ἡ διεθνὴς διάσκεψις διὰ τὴν ἁλιείαν κατέληξεν εἰς συμφωνίαν διὰ τὸν καθορισμὸν ζώνης ἁλιείας πλάτους δώδεκα μιλίων ἀπὸ τῶν ἀκτῶν τῶν παρακτίων κρατῶν. <box>1072 857 1318 899</box>
article-body: ΛΟΝΔΙΝΟΝ, 17. (Ἀσσοσιέϊτεντ Πρές). Ἐκ διπλωματικῶν πηγῶν ἐγνώσθη ὅτι ἡ τουρκικὴ κυβέρνησις ἐγκατέλειψε τὴν θέσιν της ὑπὲρ τῆς διχοτομήσεως τῆς νήσου καὶ ὑποστηρίζει ἤδη τὴν μετατροπὴν τῆς Κύπρου εἰς ὁμοσπονδιακὸν κράτος μὲ δύο ἐπὶ μέρους κοινότητας. Τὸ θέμα ἀναμένεται νὰ τεθῇ ἐνώπιον τοῦ Συμβουλίου Ἀσφαλείας τῶν Ἡνωμένων Ἐθνῶν, ἐφ' ὅσον ἀποτύχουν αἱ διαβουλεύσεις τοῦ Λονδίνου. Ὁ Ἀρχιεπίσκοπος Μακάριος ἐδήλωσεν ὅτι ἡ Κυπριακὴ κυβέρνησις δὲν θὰ δεχθῇ λύσιν ἀντιβαίνουσαν εἰς τὴν ἀρχὴν τῆς αὐτοδιαθέσεως. <box>548 188 793 301</box>
subheadline: ΠΟΛΙΤΕΥΤΗΣ ΤΗΣ Ε.Κ. ΠΕΡΙΕΛΗΦΘΗ ΕΝ ΑΓΝΟΙΑ ΤΟΥ ΕΙΣ ΣΥΝΔΥΑΣΜΟΝ ΤΗΣ ΕΡΕ! <box>1337 332 1574 358</box>
left-briefs <box>14 1697 267 2247</box>
article-body: ΛΟΝΔΙΝΟΝ, 17. (Ἀσσοσιέϊτεντ Πρές). Ἐκ διπλωματικῶν πηγῶν ἐγνώσθη ὅτι ἡ τουρκικὴ κυβέρνησις ἐγκατέλειψε τὴν θέσιν της ὑπὲρ τῆς διχοτομήσεως τῆς νήσου καὶ ὑποστηρίζει ἤδη τὴν μετατροπὴν τῆς Κύπρου εἰς ὁμοσπονδιακὸν κράτος μὲ δύο ἐπὶ μέρους κοινότητας. Τὸ θέμα ἀναμένεται νὰ τεθῇ ἐνώπιον τοῦ Συμβουλίου Ἀσφαλείας τῶν Ἡνωμένων Ἐθνῶν, ἐφ' ὅσον ἀποτύχουν αἱ διαβουλεύσεις τοῦ Λονδίνου. Ὁ Ἀρχιεπίσκοπος Μακάριος ἐδήλωσεν ὅτι ἡ Κυπριακὴ κυβέρνησις δὲν θὰ δεχθῇ λύσιν ἀντιβαίνουσαν εἰς τὴν ἀρχὴν τῆς αὐτοδιαθέσεως. <box>551 515 1052 577</box>
article-body: ΛΑΜΙΑ, 17. (Τοῦ ἀνταποκριτοῦ μας). Δύο νεκροὶ καὶ δεκαπέντε τραυματίαι εἶναι ὁ ἀπολογισμὸς τῶν τροχαίων ἀτυχημάτων τοῦ τελευταίου εἰκοσιτετραώρου εἰς τὴν περιοχήν. <box>1467 1310 1580 1403</box>
section-head: Η ΔΙΑΛΕΞΙΣ ΤΟΥ κ. ΠΙΠΙΝΕΛΗ ΑΣΧΕΤΟΣ ΜΕ ΤΑΣ ΕΚΛΟΓΑΣ <box>1473 1525 1574 1556</box>
article-ere-resignations <box>1329 73 1582 488</box>
article-body: ΛΑΜΙΑ, 17. (Τοῦ ἀνταποκριτοῦ μας). Δύο νεκροὶ καὶ δεκαπέντε τραυματίαι εἶναι ὁ ἀπολογισμὸς τῶν τροχαίων ἀτυχημάτων τοῦ τελευταίου εἰκοσιτετραώρου εἰς τὴν περιοχήν. <box>1331 1340 1451 1433</box>
article-council-europe <box>1329 862 1582 1045</box>
article-col <box>803 188 1055 379</box>
article-body: Ἐπὶ τῇ βάσει εἰδήσεων ἐκ Στρασβούργου τὸ Κυπριακὸν θὰ ἀποτελέσῃ τὸ βασικὸν θέμα τῶν συζητήσεων τῆς Πολιτικῆς Ἐπιτροπῆς τοῦ Συμβουλίου τῆς Εὐρώπης. <box>1331 953 1580 994</box>
article-body: Ἐκ τοῦ ὑπουργείου Ἐσωτερικῶν ἀνεκοινώθη ὅτι ἐν συνεχείᾳ τῶν διαταγῶν αἱ ὁποῖαι ἐξεδόθησαν πρὸς τὰς ἐκλογικὰς ἐπιτροπὰς διὰ τὴν ἐξασφάλισιν τῆς μυστικότητος τῆς ψηφοφορίας, ἐλήφθησαν καὶ ἕτερα μέτρα πρὸς ἀποφυγὴν παρατυπιῶν κατὰ τὴν διεξαγωγὴν τῶν ἐκλογῶν τῆς προσεχοῦς Κυριακῆς. Οἱ ἀξιωματικοὶ καὶ οἱ ὁπλῖται θὰ ψηφίσουν ἐλευθέρως εἰς τὰ τμήματα ὅπου εἶναι ἐγγεγραμμένοι, ἡ δὲ ἐπιτροπὴ θὰ ἐλέγξῃ τοὺς καταλόγους. <box>551 914 1052 967</box>
headline: ΤΗΝ ΔΕΥΤΕΡΑΝ ΣΥΓΚΕΝΤΡΩΣΙΣ ΣΥΜΠΑΡΑΣΤΑΣΕΩΣ ΠΡΟΣ ΤΟΝ ΚΥΠΡΙΑΚΟΝ ΛΑΟΝ <box>1072 912 1318 951</box>
brief-headline: ΚΑΤΑΔΙΚΗ ΣΑΤΥΡΟΥ <box>153 1991 267 2026</box>
article-body: ΛΟΝΔΙΝΟΝ, 17. (Γιουνάϊτεντ Πρές). Ἡ διεθνὴς διάσκεψις διὰ τὴν ἁλιείαν κατέληξεν εἰς συμφωνίαν διὰ τὸν καθορισμὸν ζώνης ἁλιείας πλάτους δώδεκα μιλίων ἀπὸ τῶν ἀκτῶν τῶν παρακτίων κρατῶν. <box>1072 1018 1318 1060</box>
article-body: ΛΟΝΔΙΝΟΝ, 17. (Γιουνάϊτεντ Πρές). Ἡ διεθνὴς διάσκεψις διὰ τὴν ἁλιείαν κατέληξεν εἰς συμφωνίαν διὰ τὸν καθορισμὸν ζώνης ἁλιείας πλάτους δώδεκα μιλίων ἀπὸ τῶν ἀκτῶν τῶν παρακτίων κρατῶν. <box>1072 950 1318 991</box>
headline: ΑΠΑΓΑΡΕΥΣΙΣ ΜΑΘΗΤΟΥ ΕΙΣ ΡΟΔΟΝ <box>1090 1004 1300 1018</box>
headline: ΔΕΝ ΑΥΞΑΝΟΝΤΑΙ ΑΙ ΠΡΟΣΘΕΤΟΙ ΑΜΟΙΒΑΙ ΔΙΚΑΣΤΙΚΩΝ <box>48 1526 233 1586</box>
headline: ΑΞΙΩΜΑΤΙΚΟΙ ΚΑΘΥΒΡΙΖΕΙ ΤΟΥΣ ΥΠΟΨΗΦΙΟΥΣ ΤΗΣ ΕΝΩΣΕΩΣ ΚΕΝΤΡΟΥ <box>279 398 531 452</box>
main-kicker: ΟΙ ΤΟΥΡΚΟΙ ΤΡΟΜΟΚΡΑΤΑΙ ΣΥΝΕΧΙΖΟΥΝ ΤΗΝ ΔΡΑΣΙΝ ΤΩΝ <box>572 167 1024 182</box>
headline: ΑΙΝΙΟΝ ΣΤΙΓΜΑ Η ΣΥΝΕΡΓΑΣΙΑ ΜΕ ΤΟΝ ΚΕΝΤΡΟΝ <box>279 993 531 1028</box>
article-body: ΛΟΝΔΙΝΟΝ, 17. (Γιουνάϊτεντ Πρές). Ἡ διεθνὴς διάσκεψις διὰ τὴν ἁλιείαν κατέληξεν εἰς συμφωνίαν διὰ τὸν καθορισμὸν ζώνης ἁλιείας πλάτους δώδεκα μιλίων ἀπὸ τῶν ἀκτῶν τῶν παρακτίων κρατῶν. <box>1072 512 1318 554</box>
article-body: Ἐξ ἀφορμῆς δημοσιευμάτων ὁ Ἀρχιεπίσκοπος ἐδήλωσεν ὅτι ἐμμένει εἰς τὰς ἀπόψεις τὰς ὁποίας διετύπωσεν ἐπὶ τοῦ ζητήματος τῶν σχέσεων μεταξὺ Ὀρθοδοξίας καὶ Καθολικισμοῦ καὶ ὅτι αἱ ἀποδοθεῖσαι εἰς αὐτὸν δηλώσεις δὲν ἀνταποκρίνονται πρὸς τὴν ἀλήθειαν. <box>551 867 1052 899</box>
headline: ΜΕΤΑΓΓΙΣΕΙΣ ΑΙΜΑΤΟΣ ΑΠΟ ΝΕΚΡΟΥΣ ΕΙΣ ΖΩΝΤΑΣ <box>1072 1155 1317 1190</box>
headline: ΕΞΕΤΑΣΕΙΣ ΤΩΝ ΔΙΑΒΑΣΙΩΝ ΕΚ ΤΩΝ 25 ΚΑΤΗΓΟΡΟΥΜΕΝΩΝ ΔΙΑ ΤΗΝ ΧΑΤΖΗΜΙΝΑ <box>1075 831 1315 857</box>
article-body: Ἐκ τοῦ ὑπουργείου Ἐσωτερικῶν ἀνεκοινώθη ὅτι ἐν συνεχείᾳ τῶν διαταγῶν αἱ ὁποῖαι ἐξεδόθησαν πρὸς τὰς ἐκλογικὰς ἐπιτροπὰς διὰ τὴν ἐξασφάλισιν τῆς μυστικότητος τῆς ψηφοφορίας, ἐλήφθησαν καὶ ἕτερα μέτρα πρὸς ἀποφυγὴν παρατυπιῶν κατὰ τὴν διεξαγωγὴν τῶν ἐκλογῶν τῆς προσεχοῦς Κυριακῆς. Οἱ ἀξιωματικοὶ καὶ οἱ ὁπλῖται θὰ ψηφίσουν ἐλευθέρως εἰς τὰ τμήματα ὅπου εἶναι ἐγγεγραμμένοι, ἡ δὲ ἐπιτροπὴ θὰ ἐλέγξῃ τοὺς καταλόγους. <box>278 753 531 846</box>
article-body: Ἐκ τοῦ ὑπουργείου Ἐσωτερικῶν ἀνεκοινώθη ὅτι ἐν συνεχείᾳ τῶν διαταγῶν αἱ ὁποῖαι ἐξεδόθησαν πρὸς τὰς ἐκλογικὰς ἐπιτροπὰς διὰ τὴν ἐξασφάλισιν τῆς μυστικότητος τῆς ψηφοφορίας, ἐλήφθησαν καὶ ἕτερα μέτρα πρὸς ἀποφυγὴν παρατυπιῶν κατὰ τὴν διεξαγωγὴν τῶν ἐκλογῶν τῆς προσεχοῦς Κυριακῆς. Οἱ ἀξιωματικοὶ καὶ οἱ ὁπλῖται θὰ ψηφίσουν ἐλευθέρως εἰς τὰ τμήματα ὅπου εἶναι ἐγγεγραμμένοι, ἡ δὲ ἐπιτροπὴ θὰ ἐλέγξῃ τοὺς καταλόγους. <box>16 941 265 1044</box>
headline: ΝΟΡΒΗΓΙΚΟΝ ΣΚΑΦΟΣ ΠΕΡΙΣΥΝΕΛΕΞΕΝ ΤΡΕΙΣ ΕΛΛΗΝΑΣ ΝΑΥΑΓΟΥΣ ΕΙΣ ΤΑ ΑΝΟΙΚΤΑ ΤΗΣ ΚΕΑΣ <box>18 1394 263 1472</box>
brief-headline: ΓΕΝΙΚΕΥΕΤΑΙ Η ΑΠΕΡΓΙΑ ΤΩΝ ΑΥΤΟΚΙΝΗΤΙΣΤΩΝ ΑΚΡΟΥ <box>23 2115 127 2165</box>
article-body: ΛΟΝΔΙΝΟΝ, 17. (Γιουνάϊτεντ Πρές). Ἡ διεθνὴς διάσκεψις διὰ τὴν ἁλιείαν κατέληξεν εἰς συμφωνίαν διὰ τὸν καθορισμὸν ζώνης ἁλιείας πλάτους δώδεκα μιλίων ἀπὸ τῶν ἀκτῶν τῶν παρακτίων κρατῶν. <box>1072 1189 1318 1231</box>
brief-body: ΛΑΜΙΑ, 17. (Τοῦ ἀνταποκριτοῦ μας). Δύο νεκροὶ καὶ δεκαπέντε τραυματίαι εἶναι ὁ ἀπολογισμὸς τῶν τροχαίων ἀτυχημάτων τοῦ τελευταίου εἰκοσιτετραώρου εἰς τὴν περιοχήν. <box>14 2033 136 2117</box>
section-head: Ο ΕΚΛΟΓΙΚΟΣ ΣΥΝΑΣΠΙΣΜΟΣ ΚΑΙ ΟΙ ΛΟΓΟΙ <box>34 1208 247 1219</box>
article-body: ΛΟΝΔΙΝΟΝ, 17. (Γιουνάϊτεντ Πρές). Ἡ διεθνὴς διάσκεψις διὰ τὴν ἁλιείαν κατέληξεν εἰς συμφωνίαν διὰ τὸν καθορισμὸν ζώνης ἁλιείας πλάτους δώδεκα μιλίων ἀπὸ τῶν ἀκτῶν τῶν παρακτίων κρατῶν. <box>1072 776 1318 818</box>
article-body: Ἐκ τοῦ ὑπουργείου Ἐσωτερικῶν ἀνεκοινώθη ὅτι ἐν συνεχείᾳ τῶν διαταγῶν αἱ ὁποῖαι ἐξεδόθησαν πρὸς τὰς ἐκλογικὰς ἐπιτροπὰς διὰ τὴν ἐξασφάλισιν τῆς μυστικότητος τῆς ψηφοφορίας, ἐλήφθησαν καὶ ἕτερα μέτρα πρὸς ἀποφυγὴν παρατυπιῶν κατὰ τὴν διεξαγωγὴν τῶν ἐκλογῶν τῆς προσεχοῦς Κυριακῆς. Οἱ ἀξιωματικοὶ καὶ οἱ ὁπλῖται θὰ ψηφίσουν ἐλευθέρως εἰς τὰ τμήματα ὅπου εἶναι ἐγγεγραμμένοι, ἡ δὲ ἐπιτροπὴ θὰ ἐλέγξῃ τοὺς καταλόγους. <box>278 540 531 633</box>
article-kanellopoulos <box>14 1052 267 1389</box>
article-body: Ἐπὶ τῇ βάσει εἰδήσεων ἐκ Στρασβούργου τὸ Κυπριακὸν θὰ ἀποτελέσῃ τὸ βασικὸν θέμα τῶν συζητήσεων τῆς Πολιτικῆς Ἐπιτροπῆς τοῦ Συμβουλίου τῆς Εὐρώπης. <box>1331 994 1580 1036</box>
headline: Ο κ. ΚΕΦΑΛΟΓΙΑΝΝΗΣ ΕΠΕΣΤΡΕΨΕΝ ΕΙΣ ΤΑΣ ΕΞΕΤΑΣΕΙΣ <box>1080 750 1310 776</box>
article-officers <box>277 392 533 642</box>
brief-body: ΛΑΜΙΑ, 17. (Τοῦ ἀνταποκριτοῦ μας). Δύο νεκροὶ καὶ δεκαπέντε τραυματίαι εἶναι ὁ ἀπολογισμὸς τῶν τροχαίων ἀτυχημάτων τοῦ τελευταίου εἰκοσιτετραώρου εἰς τὴν περιοχήν. <box>152 1897 267 1991</box>
brief-headline: ΑΥΤΟΚΤΟΝΙΑ ΝΕΑΣ ΜΕ ΕΝΕΣΙΜΟΝ ΦΑΡΜΑΚΟΝ <box>19 1996 130 2034</box>
headline: Ο κ. ΚΑΝΕΛΛΟΠΟΥΛΟΣ ΑΡΧΙΖΕΙ ΑΠΟ ΣΗΜΕΡΟΝ ΤΗΝ ΕΚΛΟΓΙΚΗΝ ΠΕΡΙΟΔΕΙΑΝ ΤΟΥ ΕΙΣ Β. ΕΛΛΑΔΑ <box>16 1058 265 1163</box>
article-khrushchev <box>550 392 1053 586</box>
main-headline: Η ΤΟΥΡΚΙΑ ΠΑΡΗΤΗΘΗ ΤΗΣ ΔΙΧΟΤΟΜΗΣΕΩΣ ΥΠΟΣΤΗΡΙΖΟΥΣΑ ΤΩΡΑ ΤΗΝ ΜΕΤΑΤΡΟΠΗΝ ΤΗΣ ΚΥΠΡΟΥ ΕΙΣ ΟΜΟΣΠΟΝΔΙΑΚΟΝ ΚΡΑΤΟΣ <box>277 69 1320 131</box>
article-body: Ἐξ ἀφορμῆς δημοσιευμάτων ὁ Ἀρχιεπίσκοπος ἐδήλωσεν ὅτι ἐμμένει εἰς τὰς ἀπόψεις τὰς ὁποίας διετύπωσεν ἐπὶ τοῦ ζητήματος τῶν σχέσεων μεταξὺ Ὀρθοδοξίας καὶ Καθολικισμοῦ καὶ ὅτι αἱ ἀποδοθεῖσαι εἰς αὐτὸν δηλώσεις δὲν ἀνταποκρίνονται πρὸς τὴν ἀλήθειαν. <box>551 648 1052 680</box>
section-head: ΔΙΑΝΕΜΟΝΤΑΙ ΚΑΤΑΛΥΜΑΤΑ ΤΗΣ Ε.Ρ.Ε. <box>1344 1436 1437 1467</box>
article-marmara <box>1070 642 1319 745</box>
brief-column <box>1460 1295 1580 1701</box>
article-body: Ἐκ τοῦ ὑπουργείου Ἐσωτερικῶν ἀνεκοινώθη ὅτι ἐν συνεχείᾳ τῶν διαταγῶν αἱ ὁποῖαι ἐξεδόθησαν πρὸς τὰς ἐκλογικὰς ἐπιτροπὰς διὰ τὴν ἐξασφάλισιν τῆς μυστικότητος τῆς ψηφοφορίας, ἐλήφθησαν καὶ ἕτερα μέτρα πρὸς ἀποφυγὴν παρατυπιῶν κατὰ τὴν διεξαγωγὴν τῶν ἐκλογῶν τῆς προσεχοῦς Κυριακῆς. Οἱ ἀξιωματικοὶ καὶ οἱ ὁπλῖται θὰ ψηφίσουν ἐλευθέρως εἰς τὰ τμήματα ὅπου εἶναι ἐγγεγραμμένοι, ἡ δὲ ἐπιτροπὴ θὰ ἐλέγξῃ τοὺς καταλόγους. <box>278 885 531 978</box>
section-head: ΣΥΓΚΡΟΥΣΙΣ ΜΕΤΑΞΥ ΒΑΓΟΝΙΩΝ <box>1470 1406 1577 1427</box>
section-head: ΚΑΙ Ο ΚΑΝΑΔΑΣ <box>1415 700 1496 711</box>
article-oap <box>277 723 533 856</box>
article-dei <box>277 855 533 987</box>
right-column <box>1329 69 1582 2247</box>
article-body: ΛΑΜΙΑ, 17. (Τοῦ ἀνταποκριτοῦ μας). Δύο νεκροὶ καὶ δεκαπέντε τραυματίαι εἶναι ὁ ἀπολογισμὸς τῶν τροχαίων ἀτυχημάτων τοῦ τελευταίου εἰκοσιτετραώρου εἰς τὴν περιοχήν. <box>278 672 531 714</box>
article-body: ΛΑΜΙΑ, 17. (Τοῦ ἀνταποκριτοῦ μας). Δύο νεκροὶ καὶ δεκαπέντε τραυματίαι εἶναι ὁ ἀπολογισμὸς τῶν τροχαίων ἀτυχημάτων τοῦ τελευταίου εἰκοσιτετραώρου εἰς τὴν περιοχήν. <box>1467 1428 1580 1522</box>
